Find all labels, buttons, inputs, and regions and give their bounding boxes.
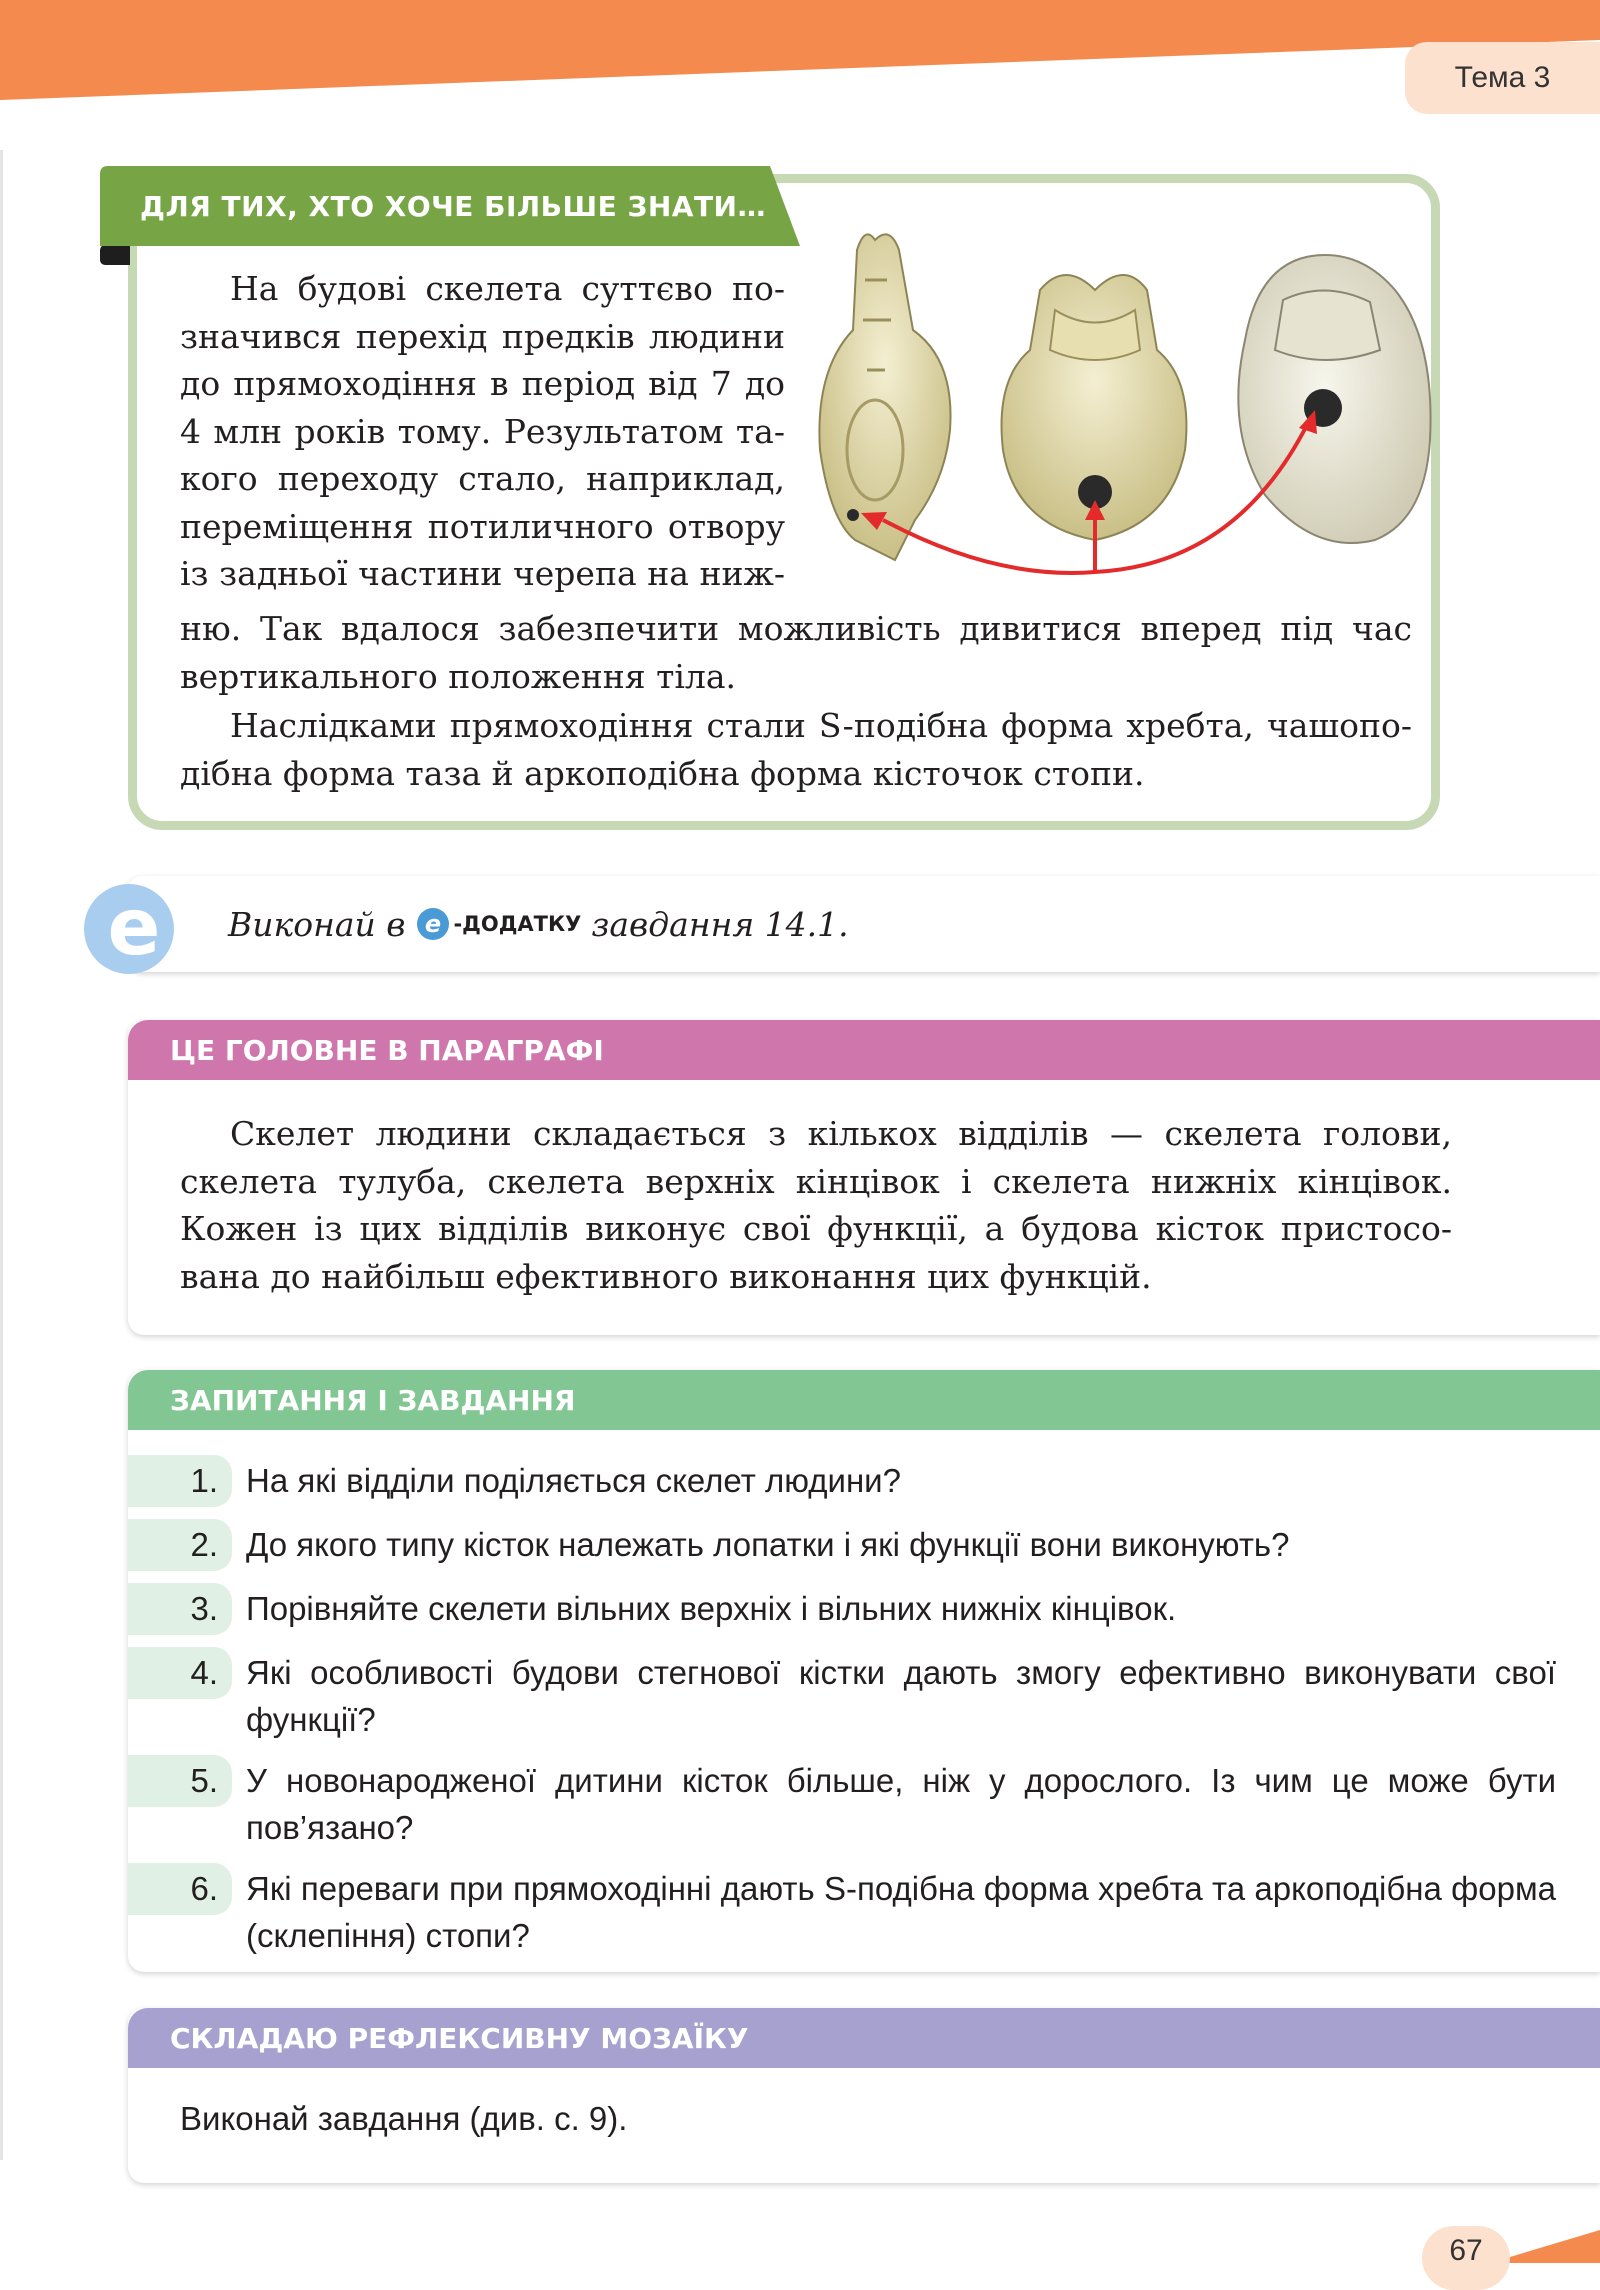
text-line: із задньої частини черепа на ниж-: [180, 554, 785, 593]
question-number: 5.: [128, 1755, 232, 1807]
text-line: переміщення потиличного отвору: [180, 506, 785, 546]
e-addon-small-icon: [417, 908, 449, 940]
more-knowledge-paragraph-2: [180, 702, 1412, 797]
page-number: 67: [1422, 2226, 1510, 2290]
text-line: вертикального положення тіла.: [180, 656, 737, 696]
more-knowledge-paragraph-1-tail: [180, 605, 1412, 700]
topic-label: Тема 3: [1405, 42, 1600, 114]
text-line: Скелет людини складається з кількох відділів — скелета голови,: [230, 1114, 1452, 1153]
page-edge-line: [0, 150, 3, 2160]
question-number: 4.: [128, 1647, 232, 1699]
text-line: ню. Так вдалося забезпечити можливість дивитися вперед під час: [180, 609, 1412, 648]
skull-comparison-illustration: [795, 220, 1435, 590]
text-line: вана до найбільш ефективного виконання цих функцій.: [180, 1256, 1152, 1296]
intermediate-skull: [1002, 275, 1187, 540]
header-band: [0, 0, 1600, 100]
text-line: дібна форма таза й аркоподібна форма кісточок стопи.: [180, 753, 1145, 793]
question-item: [128, 1863, 1600, 1959]
question-number: 1.: [128, 1455, 232, 1507]
svg-text:e: e: [107, 884, 161, 973]
question-item: [128, 1583, 1600, 1635]
questions-list: [128, 1455, 1600, 1971]
e-task-text[interactable]: Виконай в e -ДОДАТКУ завдання 14.1.: [228, 904, 849, 944]
ancestor-skull: [819, 234, 950, 560]
question-number: 6.: [128, 1863, 232, 1915]
human-skull: [1238, 255, 1430, 543]
more-knowledge-paragraph-1: [180, 265, 785, 598]
questions-title: ЗАПИТАННЯ І ЗАВДАННЯ: [128, 1370, 1600, 1430]
question-item: [128, 1455, 1600, 1507]
reflection-text: Виконай завдання (див. с. 9).: [180, 2100, 628, 2137]
svg-text:e: e: [425, 910, 442, 938]
e-addon-icon: [84, 884, 174, 974]
question-text: Які переваги при прямоходінні дають S-подібна форма хребта та аркоподібна форма (склепіння) стопи?: [246, 1870, 1556, 1954]
reflection-title: СКЛАДАЮ РЕФЛЕКСИВНУ МОЗАЇКУ: [128, 2008, 1600, 2068]
question-item: [128, 1755, 1600, 1851]
text-line: 4 млн років тому. Результатом та-: [180, 411, 785, 451]
question-text: Порівняйте скелети вільних верхніх і вільних нижніх кінцівок.: [246, 1590, 1177, 1627]
question-item: [128, 1647, 1600, 1743]
text-line: Кожен із цих відділів виконує свої функції, а будова кісток пристосо-: [180, 1209, 1452, 1248]
question-number: 3.: [128, 1583, 232, 1635]
title-tab-shadow: [100, 245, 130, 265]
question-number: 2.: [128, 1519, 232, 1571]
question-text: У новонародженої дитини кісток більше, ніж у дорослого. Із чим це може бути пов’язано?: [246, 1762, 1556, 1846]
more-knowledge-title: ДЛЯ ТИХ, ХТО ХОЧЕ БІЛЬШЕ ЗНАТИ…: [100, 166, 800, 246]
question-item: [128, 1519, 1600, 1571]
text-line: На будові скелета суттєво по-: [230, 269, 785, 308]
question-text: Які особливості будови стегнової кістки дають змогу ефективно виконувати свої функції?: [246, 1654, 1556, 1738]
summary-text: [180, 1110, 1452, 1300]
text-line: значився перехід предків людини: [180, 316, 785, 356]
text-line: до прямоходіння в період від 7 до: [180, 364, 785, 403]
text-line: скелета тулуба, скелета верхніх кінцівок і скелета нижніх кінцівок.: [180, 1161, 1452, 1201]
text-line: кого переходу стало, наприклад,: [180, 459, 785, 498]
summary-title: ЦЕ ГОЛОВНЕ В ПАРАГРАФІ: [128, 1020, 1600, 1080]
question-text: На які відділи поділяється скелет людини?: [246, 1462, 901, 1499]
question-text: До якого типу кісток належать лопатки і які функції вони виконують?: [246, 1526, 1290, 1563]
text-line: Наслідками прямоходіння стали S-подібна форма хребта, чашопо-: [230, 706, 1412, 745]
